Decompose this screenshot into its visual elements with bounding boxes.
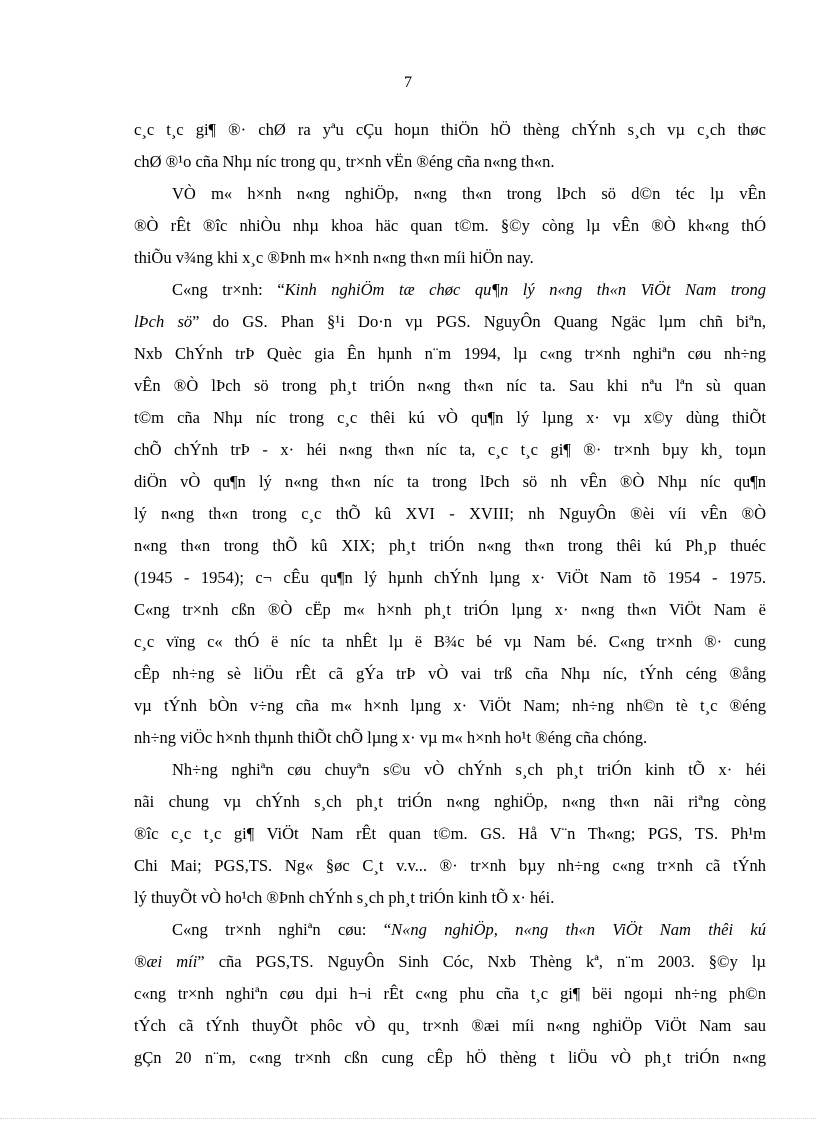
paragraph-line [134, 274, 766, 306]
work-title: N«ng nghiÖp, n«ng th«n ViÖt Nam thêi kú [391, 920, 766, 939]
body-text [134, 114, 766, 1074]
paragraph-line: thiÕu v¾ng khi x¸c ®Þnh m« h×nh n«ng th«n míi hiÖn nay. [134, 248, 534, 267]
work-title: lÞch sö [134, 312, 193, 331]
paragraph-line [134, 914, 766, 946]
paragraph-line: VÒ m« h×nh n«ng nghiÖp, n«ng th«n trong lÞch sö d©n téc lµ vÊn [172, 184, 766, 203]
paragraph-line: chÕ chÝnh trÞ - x· héi n«ng th«n níc ta, c¸c t¸c gi¶ ®· tr×nh bµy kh¸ toµn [134, 440, 766, 459]
paragraph-line: vÊn ®Ò lÞch sö trong ph¸t triÓn n«ng th«n níc ta. Sau khi nªu lªn sù quan [134, 376, 766, 395]
paragraph-line: ®îc c¸c t¸c gi¶ ViÖt Nam rÊt quan t©m. GS. Hå V¨n Th«ng; PGS, TS. Ph¹m [134, 824, 766, 843]
paragraph-text: ” cña PGS,TS. NguyÔn Sinh Cóc, Nxb Thèng kª, n¨m 2003. §©y lµ [197, 952, 766, 971]
work-title: Kinh nghiÖm tæ chøc qu¶n lý n«ng th«n ViÖt Nam trong [284, 280, 766, 299]
paragraph-line: (1945 - 1954); c¬ cÊu qu¶n lý hµnh chÝnh lµng x· ViÖt Nam tõ 1954 - 1975. [134, 568, 766, 587]
paragraph-line: Nxb ChÝnh trÞ Quèc gia Ên hµnh n¨m 1994, lµ c«ng tr×nh nghiªn cøu nh÷ng [134, 344, 766, 363]
paragraph-line: t©m cña Nhµ níc trong c¸c thêi kú vÒ qu¶n lý lµng x· vµ x©y dùng thiÕt [134, 408, 766, 427]
paragraph-line: lý n«ng th«n trong c¸c thÕ kû XVI - XVIII; nh NguyÔn ®èi víi vÊn ®Ò [134, 504, 766, 523]
paragraph-line [134, 306, 766, 338]
work-title: ®æi míi [134, 952, 198, 971]
page-number: 7 [404, 74, 412, 91]
paragraph-line: c«ng tr×nh nghiªn cøu dµi h¬i rÊt c«ng phu cña t¸c gi¶ bëi ngoµi nh÷ng ph©n [134, 984, 766, 1003]
paragraph-line [134, 946, 766, 978]
paragraph-line: c¸c t¸c gi¶ ®· chØ ra yªu cÇu hoµn thiÖn hÖ thèng chÝnh s¸ch vµ c¸ch thøc [134, 120, 766, 139]
paragraph-line: diÖn vÒ qu¶n lý n«ng th«n níc ta trong lÞch sö nh vÊn ®Ò Nhµ níc qu¶n [134, 472, 766, 491]
paragraph-line: nh÷ng viÖc h×nh thµnh thiÕt chÕ lµng x· vµ m« h×nh ho¹t ®éng cña chóng. [134, 728, 648, 747]
paragraph-line: gÇn 20 n¨m, c«ng tr×nh cßn cung cÊp hÖ thèng t liÖu vÒ ph¸t triÓn n«ng [134, 1048, 766, 1067]
page-bottom-divider [0, 1118, 816, 1119]
paragraph-line: Nh÷ng nghiªn cøu chuyªn s©u vÒ chÝnh s¸ch ph¸t triÓn kinh tÕ x· héi [172, 760, 766, 779]
paragraph-line: Chi Mai; PGS,TS. Ng« §øc C¸t v.v... ®· tr×nh bµy nh÷ng c«ng tr×nh cã tÝnh [134, 856, 766, 875]
paragraph-line: tÝch cã tÝnh thuyÕt phôc vÒ qu¸ tr×nh ®æi míi n«ng nghiÖp ViÖt Nam sau [134, 1016, 766, 1035]
work-lead: C«ng tr×nh nghiªn cøu: “ [172, 920, 392, 939]
paragraph-line: lý thuyÕt vÒ ho¹ch ®Þnh chÝnh s¸ch ph¸t triÓn kinh tÕ x· héi. [134, 888, 555, 907]
work-lead: C«ng tr×nh: “ [172, 280, 285, 299]
paragraph-text: ” do GS. Phan §¹i Do·n vµ PGS. NguyÔn Quang Ngäc lµm chñ biªn, [192, 312, 766, 331]
paragraph-line: chØ ®¹o cña Nhµ níc trong qu¸ tr×nh vËn ®éng cña n«ng th«n. [134, 152, 555, 171]
paragraph-line: n«ng th«n trong thÕ kû XIX; ph¸t triÓn n«ng th«n trong thêi kú Ph¸p thuéc [134, 536, 766, 555]
paragraph-line: nãi chung vµ chÝnh s¸ch ph¸t triÓn n«ng nghiÖp, n«ng th«n nãi riªng còng [134, 792, 766, 811]
paragraph-line: cÊp nh÷ng sè liÖu rÊt cã gÝa trÞ vÒ vai trß cña Nhµ níc, tÝnh céng ®ång [134, 664, 766, 683]
paragraph-line: vµ tÝnh bÒn v÷ng cña m« h×nh lµng x· ViÖt Nam; nh÷ng nh©n tè t¸c ®éng [134, 696, 766, 715]
paragraph-line: c¸c vïng c« thÓ ë níc ta nhÊt lµ ë B¾c bé vµ Nam bé. C«ng tr×nh ®· cung [134, 632, 766, 651]
paragraph-line: C«ng tr×nh cßn ®Ò cËp m« h×nh ph¸t triÓn lµng x· n«ng th«n ViÖt Nam ë [134, 600, 766, 619]
paragraph-line: ®Ò rÊt ®îc nhiÒu nhµ khoa häc quan t©m. §©y còng lµ vÊn ®Ò kh«ng thÓ [134, 216, 766, 235]
